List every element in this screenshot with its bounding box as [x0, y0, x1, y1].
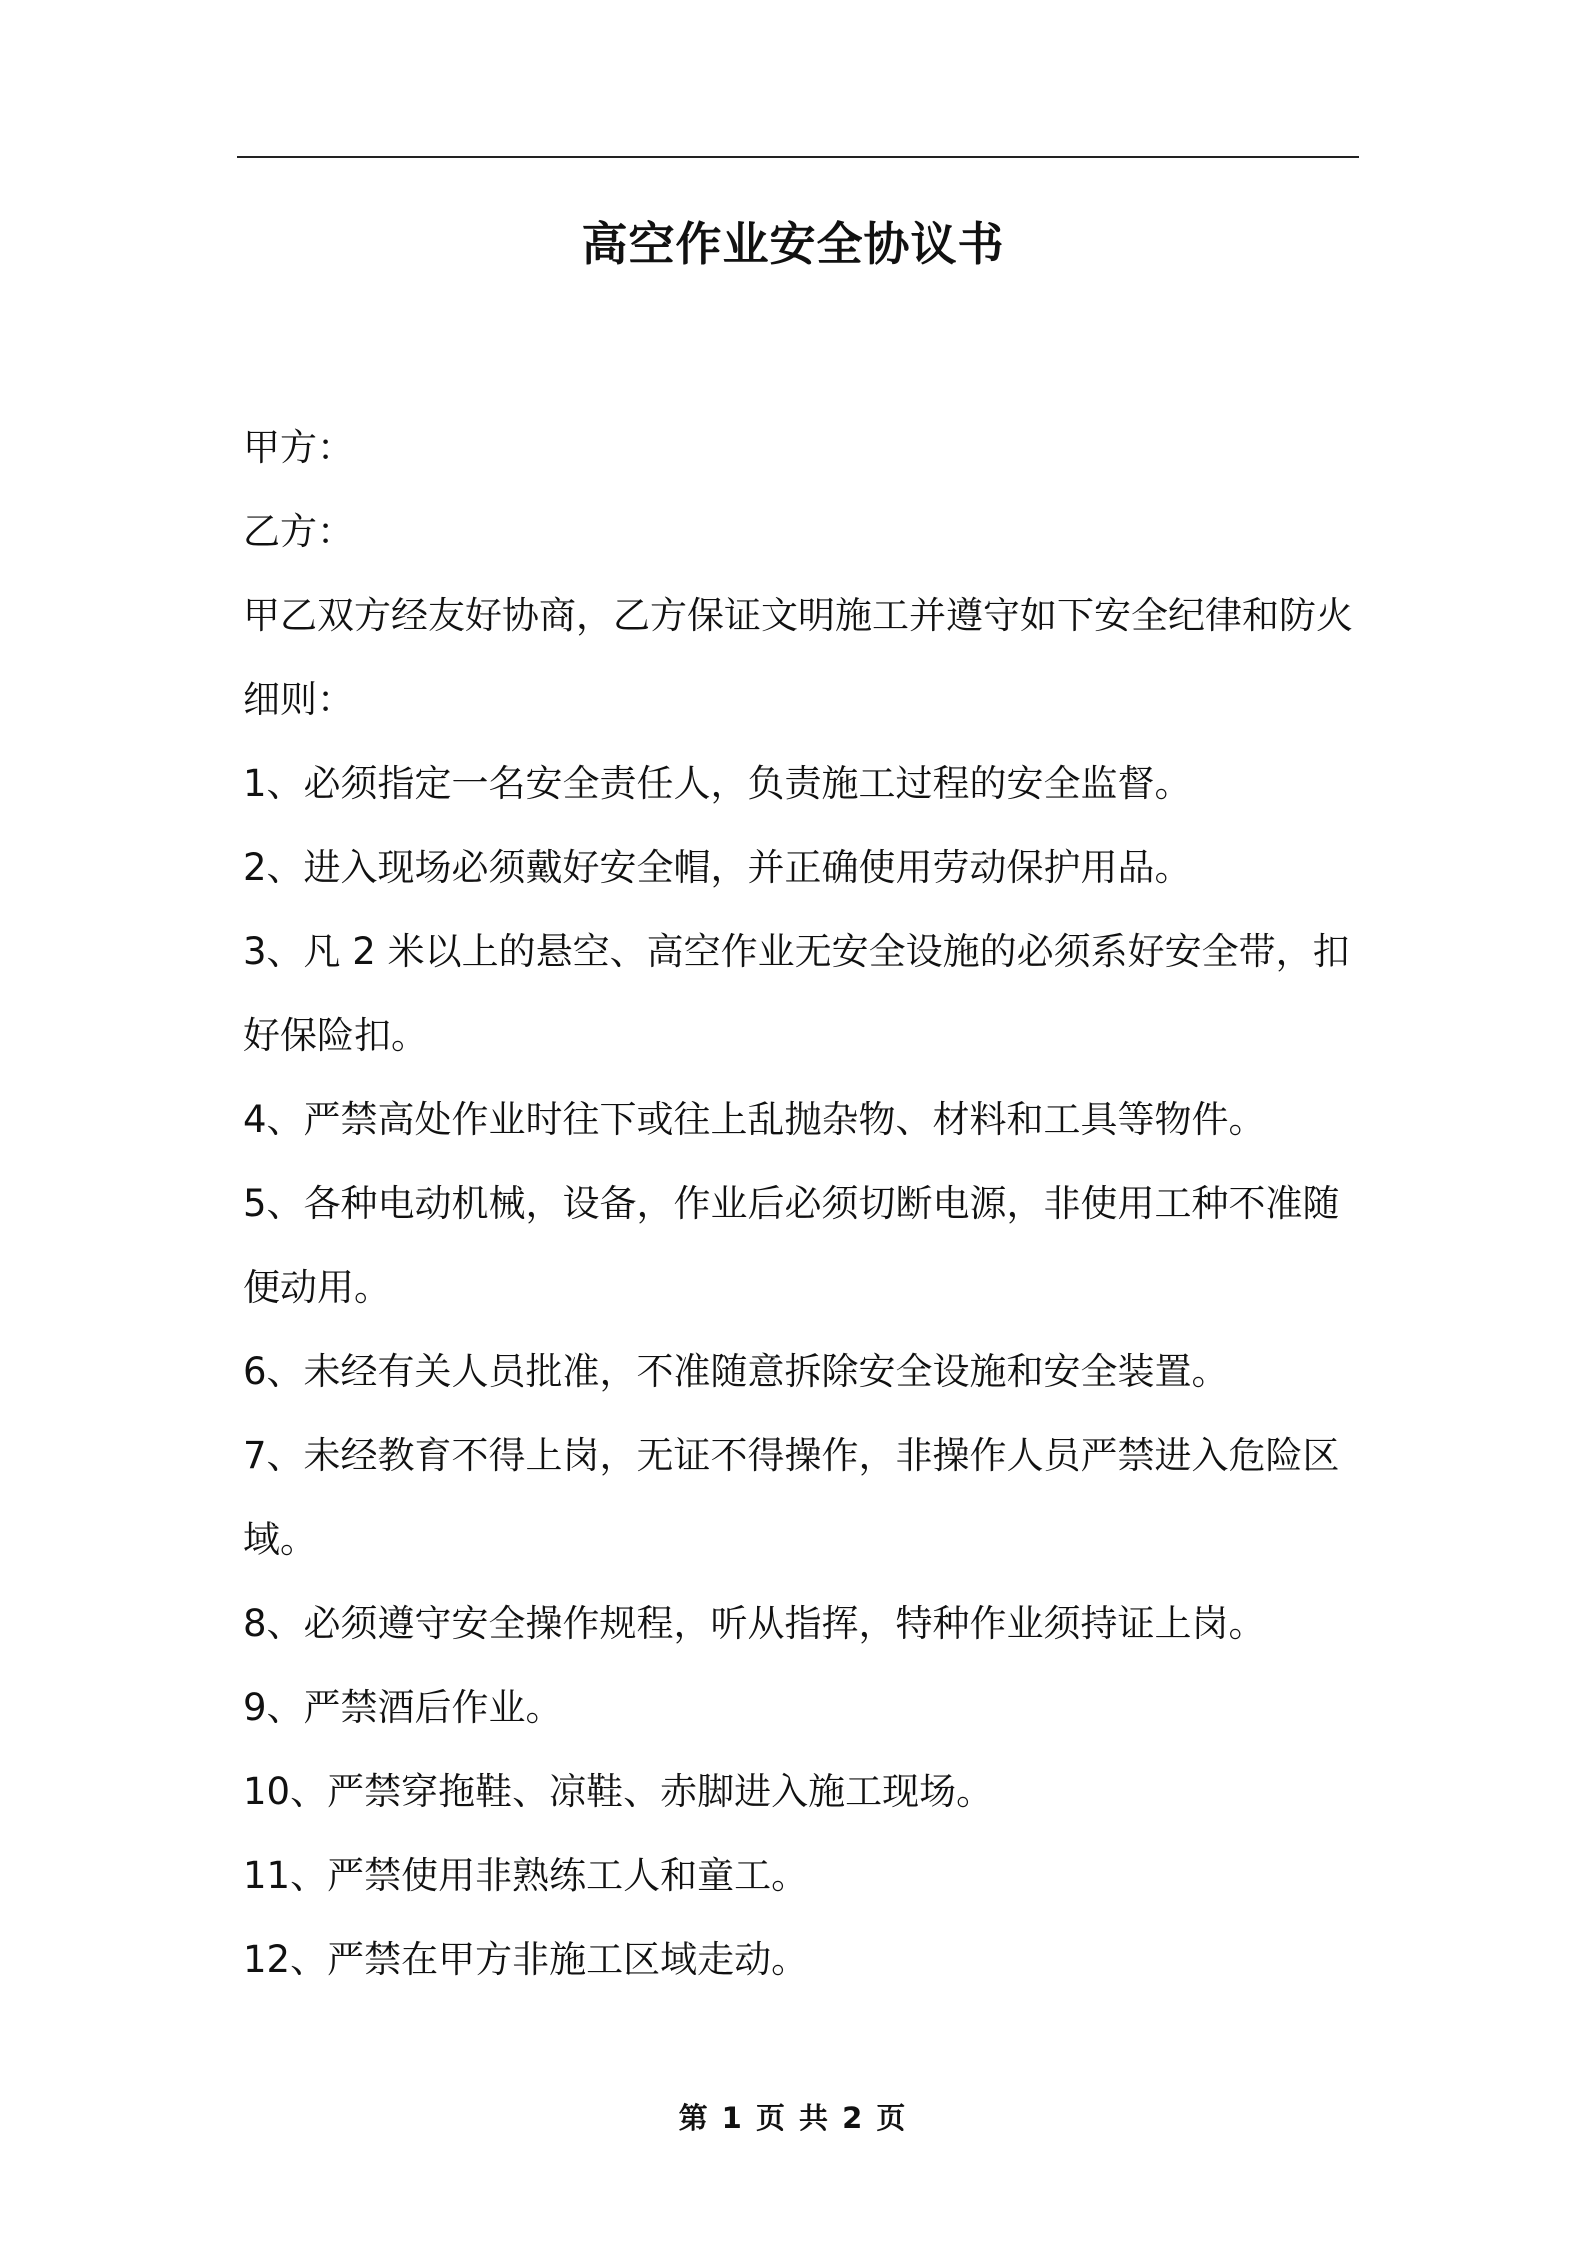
header-divider	[237, 156, 1359, 158]
party-a-line: 甲方：	[243, 426, 354, 469]
clause-8: 8、必须遵守安全操作规程，听从指挥，特种作业须持证上岗。	[243, 1602, 1266, 1645]
clause-7-line-1: 7、未经教育不得上岗，无证不得操作，非操作人员严禁进入危险区	[243, 1434, 1340, 1477]
clause-5-line-2: 便动用。	[243, 1266, 391, 1309]
page-number-footer: 第 1 页 共 2 页	[678, 2101, 908, 2135]
clause-6: 6、未经有关人员批准，不准随意拆除安全设施和安全装置。	[243, 1350, 1229, 1393]
clause-2: 2、进入现场必须戴好安全帽，并正确使用劳动保护用品。	[243, 846, 1192, 889]
clause-3-line-2: 好保险扣。	[243, 1014, 428, 1057]
intro-line-1: 甲乙双方经友好协商，乙方保证文明施工并遵守如下安全纪律和防火	[243, 594, 1353, 637]
party-b-line: 乙方：	[243, 510, 354, 553]
clause-11: 11、严禁使用非熟练工人和童工。	[243, 1854, 809, 1897]
clause-3-line-1: 3、凡 2 米以上的悬空、高空作业无安全设施的必须系好安全带，扣	[243, 930, 1350, 973]
clause-10: 10、严禁穿拖鞋、凉鞋、赤脚进入施工现场。	[243, 1770, 994, 1813]
clause-1: 1、必须指定一名安全责任人，负责施工过程的安全监督。	[243, 762, 1192, 805]
clause-5-line-1: 5、各种电动机械，设备，作业后必须切断电源，非使用工种不准随	[243, 1182, 1340, 1225]
clause-7-line-2: 域。	[243, 1518, 317, 1561]
intro-line-2: 细则：	[243, 678, 354, 721]
clause-9: 9、严禁酒后作业。	[243, 1686, 563, 1729]
clause-12: 12、严禁在甲方非施工区域走动。	[243, 1938, 809, 1981]
document-body	[243, 406, 1363, 2002]
clause-4: 4、严禁高处作业时往下或往上乱抛杂物、材料和工具等物件。	[243, 1098, 1266, 1141]
document-title: 高空作业安全协议书	[581, 217, 1005, 271]
